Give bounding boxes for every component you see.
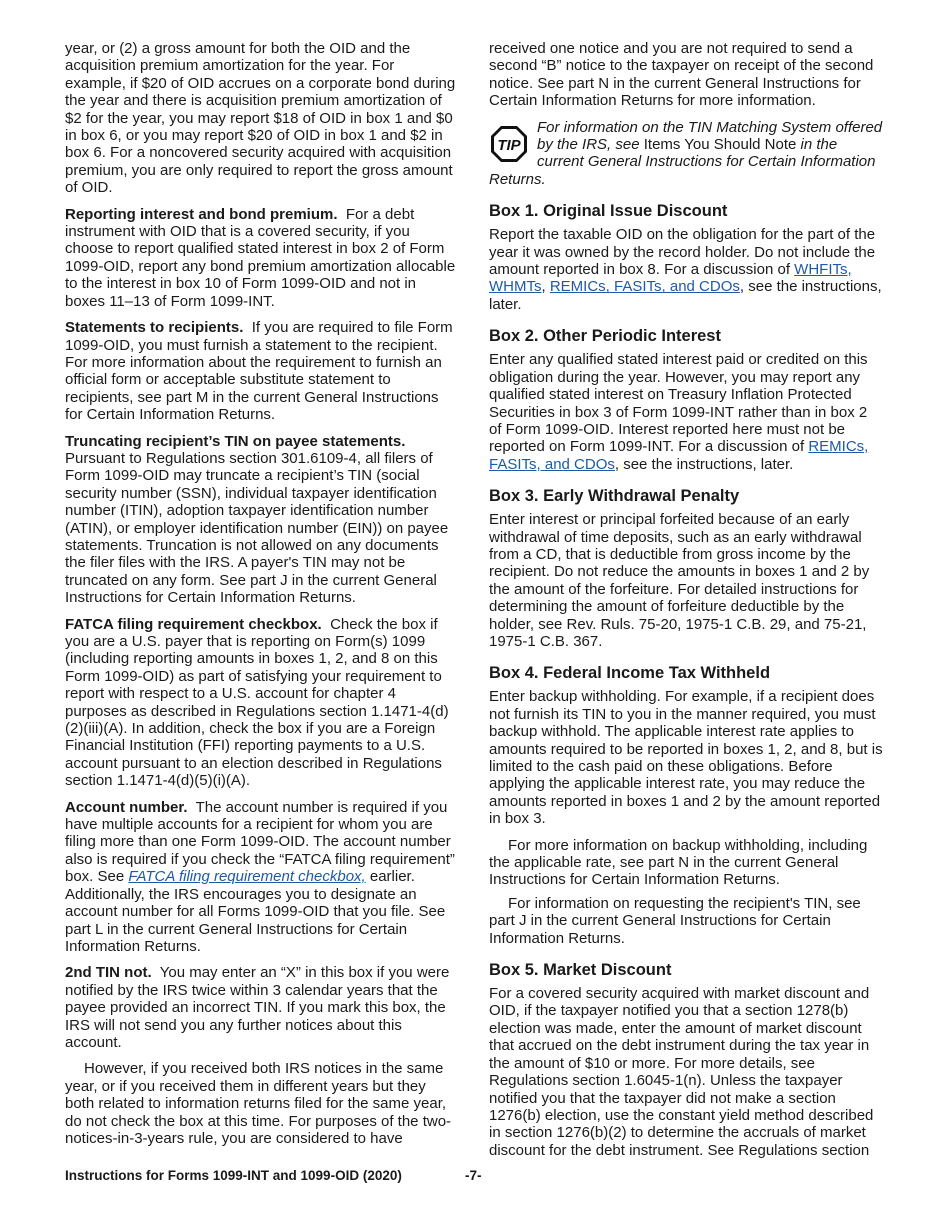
paragraph-statements (65, 319, 459, 423)
paragraph-box2 (489, 351, 883, 473)
box2-remics-link[interactable]: REMICs, FASITs, and CDOs (489, 438, 869, 473)
box1-text-b: , see the instructions, later. (489, 278, 882, 313)
box3-heading: Box 3. Early Withdrawal Penalty (489, 487, 740, 506)
paragraph-b-notice: received one notice and you are not required to send a second “B” notice to the taxpayer on receipt of the second notice. See part N in the current General Instructions for Certain Information Returns for more information. (489, 40, 874, 110)
reporting-interest-text: For a debt instrument with OID that is a covered security, if you choose to report qualified stated interest in box 2 of Form 1099-OID, report any bond premium amortization allocable to the interest in box 10 of Form 1099-OID and not in boxes 11–13 of Form 1099-INT. (65, 205, 456, 310)
page-number: -7- (465, 1168, 482, 1183)
paragraph-fatca (65, 616, 459, 790)
paragraph-box4: Enter backup withholding. For example, if a recipient does not furnish its TIN to you in the manner required, you must backup withhold. The applicable interest rate applies to amounts required to be reported in boxes 1, 2, and 8, but is limited to the cash paid on these obligations. Before applying the applicable interest rate, you may reduce the amounts reported in boxes 1 and 2 by the amount reported in box 3. (489, 688, 883, 828)
tip-text-b: in the current General Instructions for Certain Information Returns. (489, 136, 876, 188)
left-column (65, 40, 459, 1153)
truncating-text: Pursuant to Regulations section 301.6109-4, all filers of Form 1099-OID may truncate a recipient’s TIN (social security number (SSN), individual taxpayer identification number (ITIN), adoption taxpayer identification number (ATIN), or employer identification number (EIN)) on payee statements. Truncation is not allowed on any documents the filer files with the IRS. A payer's TIN may not be truncated on any form. See part J in the current General Instructions for Certain Information Returns. (65, 449, 449, 607)
box1-heading: Box 1. Original Issue Discount (489, 202, 728, 221)
paragraph-reporting-interest (65, 206, 459, 310)
box1-comma: , (541, 278, 546, 296)
paragraph-box5: For a covered security acquired with market discount and OID, if the taxpayer notified you that a section 1278(b) election was made, enter the amount of market discount that accrued on the debt instrument during the tax year in the amount of $10 or more. For more details, see Regulations section 1.6045-1(n). Unless the taxpayer notified you that the taxpayer did not make a section 1276(b) election, use the constant yield method described in section 1276(b)(2) to determine the accruals of market discount for the debt instrument. See Regulations section (489, 985, 874, 1159)
fatca-checkbox-link[interactable]: FATCA filing requirement checkbox, (128, 868, 366, 886)
2nd-tin-text: You may enter an “X” in this box if you were notified by the IRS twice within 3 calendar years that the payee provided an incorrect TIN. If you mark this box, the IRS will not send you any further notices about this account. (65, 964, 450, 1051)
page-footer (65, 1168, 885, 1183)
paragraph-box4-tin: For information on requesting the recipient's TIN, see part J in the current General Instructions for Certain Information Returns. (489, 894, 861, 947)
account-number-text-2: earlier. Additionally, the IRS encourages you to designate an account number for all Forms 1099-OID that you file. See part L in the current General Instructions for Certain Information Returns. (65, 868, 446, 955)
paragraph-account-number (65, 799, 459, 956)
box2-heading: Box 2. Other Periodic Interest (489, 327, 721, 346)
tip-items-note: Items You Should Note (643, 136, 797, 154)
paragraph-box3: Enter interest or principal forfeited because of an early withdrawal of time deposits, such as an early withdrawal from a CD, that is deductible from gross income by the recipient. Do not reduce the amounts in boxes 1 and 2 by the amount of the forfeiture. For detailed instructions for determining the amount of forfeiture deductible by the holder, see Rev. Ruls. 75-20, 1975-1 C.B. 29, and 75-21, 1975-1 C.B. 367. (489, 511, 870, 650)
box2-text-a: Enter any qualified stated interest paid or credited on this obligation during the year. However, you may report any qualified stated interest on Treasury Inflation Protected Securities in box 3 of Form 1099-INT rather than in box 2 of Form 1099-OID. Interest reported here must not be reported on Form 1099-INT. For a discussion of (489, 351, 868, 456)
statements-text: If you are required to file Form 1099-OID, you must furnish a statement to the recipient. For more information about the requirement to furnish an official form or acceptable substitute statement to recipients, see part M in the current General Instructions for Certain Information Returns. (65, 319, 453, 424)
paragraph-however: However, if you received both IRS notices in the same year, or if you received them in different years but they both related to information returns filed for the same year, do not check the box at this time. For purposes of the two-notices-in-3-years rule, you are considered to have (65, 1060, 452, 1147)
remics-link[interactable]: REMICs, FASITs, and CDOs (549, 278, 740, 296)
paragraph-box1 (489, 226, 883, 313)
tip-note (489, 119, 883, 189)
account-number-heading: Account number. (65, 798, 188, 816)
truncating-heading: Truncating recipient’s TIN on payee statements. (65, 432, 406, 450)
paragraph-2nd-tin (65, 964, 459, 1051)
footer-title: Instructions for Forms 1099-INT and 1099-OID (2020) (65, 1168, 402, 1183)
reporting-interest-heading: Reporting interest and bond premium. (65, 205, 338, 223)
tip-text-a: For information on the TIN Matching System offered by the IRS, see (537, 118, 883, 154)
paragraph-oid-amount: year, or (2) a gross amount for both the OID and the acquisition premium amortization for the year. For example, if $20 of OID accrues on a corporate bond during the year and there is acquisition premium amortization of $2 for the year, you may report $18 of OID in box 1 and $0 in box 6, or you may report $20 of OID in box 1 and $2 in box 6. For a noncovered security acquired with acquisition premium, you are only required to report the gross amount of OID. (65, 40, 456, 197)
whfits-link[interactable]: WHFITs, WHMTs (489, 261, 852, 296)
account-number-text-1: The account number is required if you have multiple accounts for a recipient for whom you are filing more than one Form 1099-OID. The account number also is required if you check the “FATCA filing requirement” box. See (65, 798, 455, 886)
box2-text-b: , see the instructions, later. (614, 455, 794, 473)
right-column (489, 40, 883, 1168)
box4-heading: Box 4. Federal Income Tax Withheld (489, 664, 771, 683)
paragraph-truncating (65, 433, 459, 607)
box1-text-a: Report the taxable OID on the obligation for the part of the year it was owned by the record holder. Do not include the amount reported in box 8. For a discussion of (489, 226, 876, 279)
fatca-text: Check the box if you are a U.S. payer that is reporting on Form(s) 1099 (including reporting amounts in boxes 1, 2, and 8 on this Form 1099-OID) as part of satisfying your requirement to report with respect to a U.S. account for chapter 4 purposes as described in Regulations section 1.1471-4(d)(2)(iii)(A). In addition, check the box if you are a Foreign Financial Institution (FFI) reporting payments to a U.S. account pursuant to an election described in Regulations section 1.1471-4(d)(5)(i)(A). (65, 615, 449, 790)
fatca-heading: FATCA filing requirement checkbox. (65, 615, 322, 633)
tip-icon (489, 124, 529, 164)
2nd-tin-heading: 2nd TIN not. (65, 964, 152, 982)
box5-heading: Box 5. Market Discount (489, 961, 672, 980)
statements-heading: Statements to recipients. (65, 319, 244, 337)
tip-icon-label: TIP (497, 136, 521, 154)
paragraph-box4-backup: For more information on backup withholding, including the applicable rate, see part N in the current General Instructions for Certain Information Returns. (489, 836, 868, 889)
